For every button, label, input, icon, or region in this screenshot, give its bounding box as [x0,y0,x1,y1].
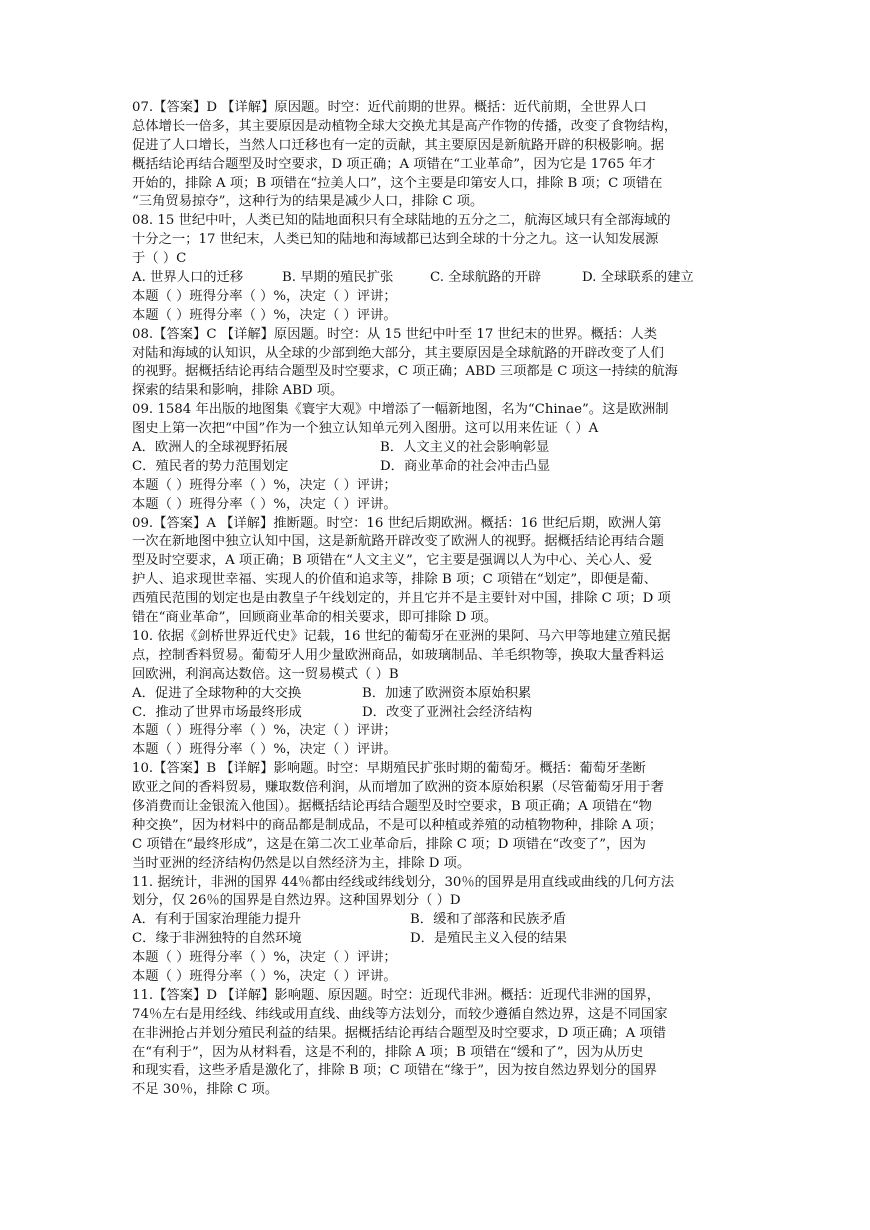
options-row [132,458,740,477]
option-a: A．促进了全球物种的大交换 [132,685,302,701]
q09-answer-block [132,515,740,628]
answer-line: 型及时空要求，A 项正确；B 项错在“人文主义”，它主要是强调以人为中心、关心人、爱 [132,553,653,569]
answer-line: 错在“商业革命”，回顾商业革命的相关要求，即可排除 D 项。 [132,610,498,626]
answer-line: 对陆和海域的认知识，从全球的少部到绝大部分，其主要原因是全球航路的开辟改变了人们 [132,345,664,361]
option-d: D．是殖民主义入侵的结果 [410,931,567,947]
answer-line: 当时亚洲的经济结构仍然是以自然经济为主，排除 D 项。 [132,855,471,871]
q07-answer-block [132,99,740,212]
question-stem-line: 08. 15 世纪中叶，人类已知的陆地面积只有全球陆地的五分之二，航海区域只有全部海域的 [132,213,671,229]
answer-line: 74％左右是用经线、纬线或用直线、曲线等方法划分，而较少遵循自然边界，这是不同国家 [132,1006,668,1022]
options-row [132,269,740,288]
options-row [132,911,740,930]
option-d: D．改变了亚洲社会经济结构 [362,704,533,720]
answer-line: 探索的结果和影响，排除 ABD 项。 [132,383,344,399]
option-b: B．人文主义的社会影响彰显 [380,440,550,456]
q11-question-block [132,874,740,987]
options-row [132,685,740,704]
answer-line: 不足 30％，排除 C 项。 [132,1082,279,1098]
answer-line: 在“有利于”，因为从材料看，这是不利的，排除 A 项；B 项错在“缓和了”，因为从历史 [132,1044,644,1060]
option-a: A. 世界人口的迁移 [132,270,244,286]
answer-line: “三角贸易掠夺”，这种行为的结果是减少人口，排除 C 项。 [132,194,484,210]
option-c: C．推动了世界市场最终形成 [132,704,302,720]
answer-line: 一次在新地图中独立认知中国，这是新航路开辟改变了欧洲人的视野。据概括结论再结合题 [132,534,664,550]
q10-question-block [132,628,740,760]
answer-line: 护人、追求现世幸福、实现人的价值和追求等，排除 B 项；C 项错在“划定”，即便是葡、 [132,572,657,588]
option-b: B．缓和了部落和民族矛盾 [410,912,567,928]
option-c: C. 全球航路的开辟 [430,270,542,286]
answer-line: 10.【答案】B 【详解】影响题。时空：早期殖民扩张时期的葡萄牙。概括：葡萄牙垄断 [132,761,646,777]
answer-line: 在非洲抢占并划分殖民利益的结果。据概括结论再结合题型及时空要求，D 项正确；A 项错 [132,1025,666,1041]
answer-line: 欧亚之间的香料贸易，赚取数倍利润，从而增加了欧洲的资本原始积累（尽管葡萄牙用于奢 [132,780,664,796]
option-c: C．缘于非洲独特的自然环境 [132,931,302,947]
answer-line: 侈消费而让金银流入他国）。据概括结论再结合题型及时空要求，B 项正确；A 项错在“物 [132,798,652,814]
score-stat-line: 本题（ ）班得分率（ ）%，决定（ ）评讲； [132,288,397,304]
option-a: A．有利于国家治理能力提升 [132,912,302,928]
option-d: D．商业革命的社会冲击凸显 [380,458,551,474]
answer-line: 西殖民范围的划定也是由教皇子午线划定的，并且它并不是主要针对中国，排除 C 项；D 项 [132,591,671,607]
option-d: D. 全球联系的建立 [582,270,694,286]
q11-answer-block [132,987,740,1100]
options-row [132,704,740,723]
answer-line: 和现实看，这些矛盾是激化了，排除 B 项；C 项错在“缘于”，因为按自然边界划分的国界 [132,1063,657,1079]
question-stem-line: 11. 据统计，非洲的国界 44％都由经线或纬线划分，30％的国界是用直线或曲线的几何方法 [132,874,675,890]
question-stem-line: 于（ ）C [132,251,187,267]
score-stat-line: 本题（ ）班得分率（ ）%，决定（ ）评讲。 [132,496,397,512]
answer-line: 概括结论再结合题型及时空要求，D 项正确；A 项错在“工业革命”，因为它是 1765 年才 [132,156,656,172]
score-stat-line: 本题（ ）班得分率（ ）%，决定（ ）评讲； [132,950,397,966]
option-b: B．加速了欧洲资本原始积累 [362,685,532,701]
q08-question-block [132,212,740,325]
question-stem-line: 10. 依据《剑桥世界近代史》记载，16 世纪的葡萄牙在亚洲的果阿、马六甲等地建立殖民据 [132,628,671,644]
question-stem-line: 点，控制香料贸易。葡萄牙人用少量欧洲商品，如玻璃制品、羊毛织物等，换取大量香料运 [132,647,664,663]
answer-line: 总体增长一倍多，其主要原因是动植物全球大交换尤其是高产作物的传播，改变了食物结构， [132,118,678,134]
options-row [132,439,740,458]
q10-answer-block [132,760,740,873]
question-stem-line: 09. 1584 年出版的地图集《寰宇大观》中增添了一幅新地图，名为“Chinae”。这是欧洲制 [132,402,669,418]
option-a: A．欧洲人的全球视野拓展 [132,440,288,456]
score-stat-line: 本题（ ）班得分率（ ）%，决定（ ）评讲。 [132,968,397,984]
score-stat-line: 本题（ ）班得分率（ ）%，决定（ ）评讲； [132,477,397,493]
question-stem-line: 回欧洲，利润高达数倍。这一贸易模式（ ）B [132,666,399,682]
option-b: B. 早期的殖民扩张 [282,270,394,286]
answer-line: 11.【答案】D 【详解】影响题、原因题。时空：近现代非洲。概括：近现代非洲的国界， [132,987,661,1003]
score-stat-line: 本题（ ）班得分率（ ）%，决定（ ）评讲。 [132,307,397,323]
question-stem-line: 图史上第一次把“中国”作为一个独立认知单元列入图册。这可以用来佐证（ ）A [132,421,599,437]
option-c: C．殖民者的势力范围划定 [132,458,289,474]
question-stem-line: 十分之一；17 世纪末，人类已知的陆地和海域都已达到全球的十分之九。这一认知发展源 [132,232,659,248]
answer-line: 的视野。据概括结论再结合题型及时空要求，C 项正确；ABD 三项都是 C 项这一持续的航海 [132,364,678,380]
answer-line: 08.【答案】C 【详解】原因题。时空：从 15 世纪中叶至 17 世纪末的世界。概括：人类 [132,326,658,342]
score-stat-line: 本题（ ）班得分率（ ）%，决定（ ）评讲。 [132,742,397,758]
answer-line: C 项错在“最终形成”，这是在第二次工业革命后，排除 C 项；D 项错在“改变了”，因为 [132,836,646,852]
q08-answer-block [132,326,740,402]
answer-line: 促进了人口增长，当然人口迁移也有一定的贡献，其主要原因是新航路开辟的积极影响。据 [132,137,664,153]
answer-line: 09.【答案】A 【详解】推断题。时空：16 世纪后期欧洲。概括：16 世纪后期，欧洲人第 [132,515,662,531]
score-stat-line: 本题（ ）班得分率（ ）%，决定（ ）评讲； [132,723,397,739]
answer-line: 07.【答案】D 【详解】原因题。时空：近代前期的世界。概括：近代前期，全世界人口 [132,100,647,115]
question-stem-line: 划分，仅 26％的国界是自然边界。这种国界划分（ ）D [132,893,461,909]
answer-line: 开始的，排除 A 项；B 项错在“拉美人口”，这个主要是印第安人口，排除 B 项；C 项错在 [132,175,663,191]
q09-question-block [132,401,740,514]
answer-line: 种交换”，因为材料中的商品都是制成品，不是可以种植或养殖的动植物物种，排除 A 项； [132,817,663,833]
options-row [132,930,740,949]
